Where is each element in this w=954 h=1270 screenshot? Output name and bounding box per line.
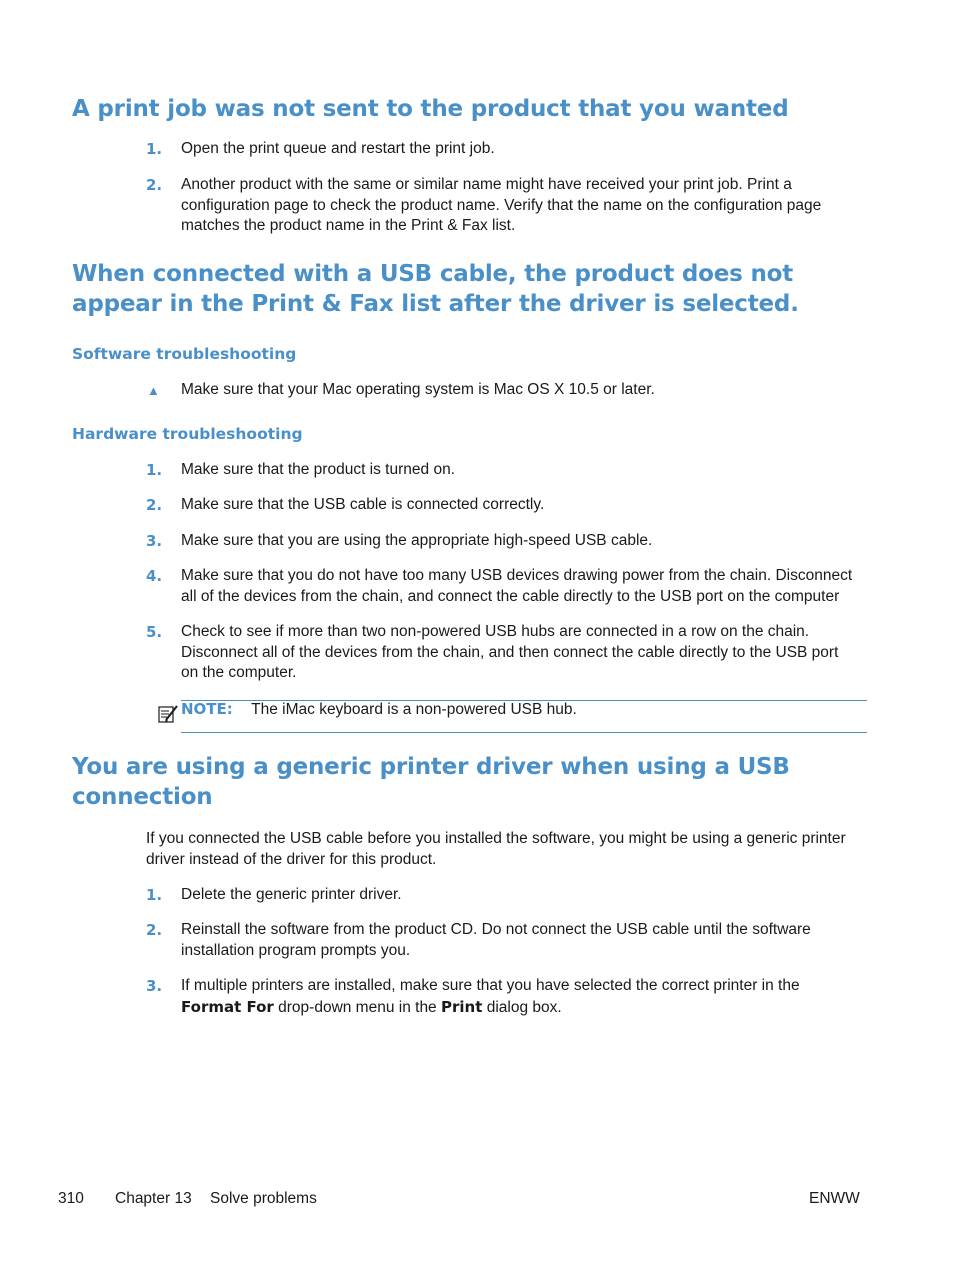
step-text [181,976,841,1018]
note-label: NOTE: [181,700,233,718]
step-number: 3. [146,532,163,550]
step-text: Make sure that you do not have too many USB devices drawing power from the chain. Disconnect all of the devices from the chain, and connect the cable directly to the USB port on the computer [181,567,853,605]
step-text-part: dialog box. [486,998,562,1016]
note-pencil-icon [157,703,179,725]
step-number: 2. [146,496,163,514]
step-number: 2. [146,176,163,194]
step-text: Delete the generic printer driver. [181,886,402,903]
note-content [181,699,577,720]
step-text: Make sure that the USB cable is connected correctly. [181,496,545,513]
bullet-triangle-icon: ▲ [147,383,160,398]
step-number: 3. [146,977,163,995]
step-number: 4. [146,567,163,585]
note-text: The iMac keyboard is a non-powered USB hub. [251,701,577,718]
subheading-software-troubleshooting: Software troubleshooting [72,345,297,363]
page-number: 310 [58,1190,84,1207]
note-bottom-rule [181,732,867,733]
subheading-hardware-troubleshooting: Hardware troubleshooting [72,425,303,443]
step-text: Make sure that the product is turned on. [181,461,455,478]
step-text: Reinstall the software from the product CD. Do not connect the USB cable until the software installation program prompts you. [181,921,811,959]
step-text-part: If multiple printers are installed, make sure that you have selected the correct printer in the [181,977,800,994]
footer-enww: ENWW [809,1190,860,1207]
section-title-print-job: A print job was not sent to the product that you wanted [72,96,789,122]
section-title-generic-driver: You are using a generic printer driver when using a USB connection [72,754,790,810]
intro-paragraph: If you connected the USB cable before you installed the software, you might be using a generic printer driver instead of the driver for this product. [146,830,846,868]
step-number: 1. [146,461,163,479]
step-number: 2. [146,921,163,939]
step-number: 5. [146,623,163,641]
step-number: 1. [146,886,163,904]
step-text: Make sure that you are using the appropriate high-speed USB cable. [181,532,653,549]
dialog-name-print: Print [441,997,483,1016]
step-text: Check to see if more than two non-powered USB hubs are connected in a row on the chain. Disconnect all of the devices from the chain, and then connect the cable directly to the USB port on the computer. [181,623,839,682]
step-text: Another product with the same or similar name might have received your print job. Print a configuration page to check the product name. Verify that the name on the configuration page matches the product name in the Print & Fax list. [181,176,822,235]
menu-name-format-for: Format For [181,997,274,1016]
step-text-part: drop-down menu in the [278,998,437,1016]
footer-chapter-title: Solve problems [210,1190,317,1207]
footer-chapter: Chapter 13 [115,1190,192,1207]
bullet-text: Make sure that your Mac operating system is Mac OS X 10.5 or later. [181,381,655,398]
section-title-usb-not-appear: When connected with a USB cable, the product does not appear in the Print & Fax list after the driver is selected. [72,261,799,317]
step-text: Open the print queue and restart the print job. [181,140,495,157]
step-number: 1. [146,140,163,158]
